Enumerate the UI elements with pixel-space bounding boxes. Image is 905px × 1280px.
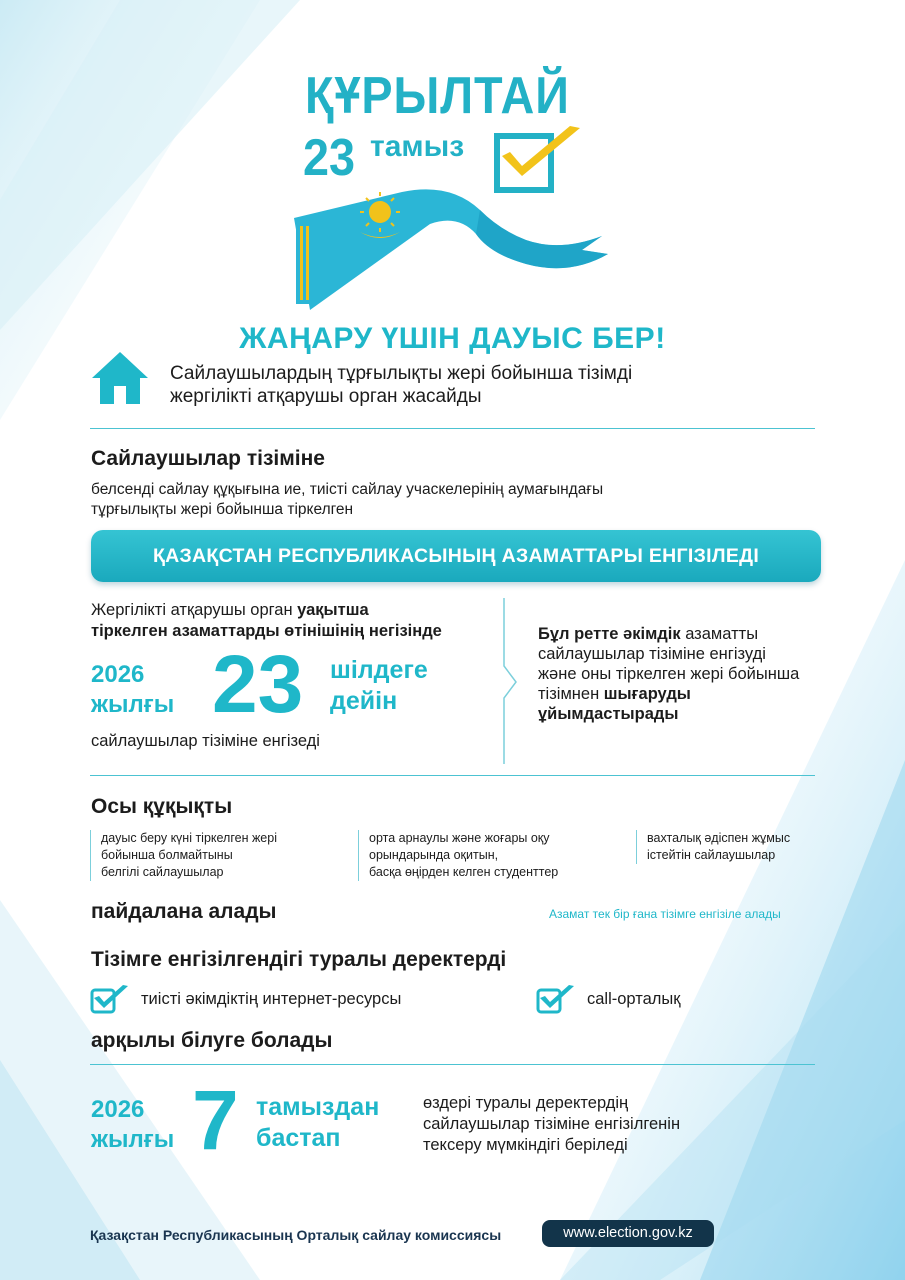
- divider: [90, 775, 815, 776]
- citizens-banner: ҚАЗАҚСТАН РЕСПУБЛИКАСЫНЫҢ АЗАМАТТАРЫ ЕНГІЗІЛЕДІ: [91, 530, 821, 582]
- chevron-separator-icon: [498, 598, 522, 764]
- divider: [90, 1064, 815, 1065]
- logo-month: тамыз: [370, 130, 465, 163]
- check-item-call-center: call-орталық: [587, 990, 681, 1008]
- list-heading: Сайлаушылар тізіміне: [91, 447, 325, 470]
- logo-title: ҚҰРЫЛТАЙ: [305, 67, 570, 125]
- akimat-text: Бұл ретте әкімдік азаматты сайлаушылар тізіміне енгізуді және оны тіркелген жері бойынша тізімнен шығаруды ұйымдастырады: [538, 625, 800, 723]
- check-footer: арқылы білуге болады: [91, 1029, 333, 1052]
- deadline-day: 23: [212, 639, 304, 730]
- footer-website-link[interactable]: www.election.gov.kz: [542, 1220, 714, 1247]
- august-day: 7: [192, 1073, 239, 1167]
- deadline-month: шілдеге дейін: [330, 656, 428, 715]
- home-icon: [90, 350, 150, 406]
- check-item-internet: тиісті әкімдіктің интернет-ресурсы: [141, 990, 402, 1008]
- temp-reg-after: сайлаушылар тізіміне енгізеді: [91, 732, 320, 750]
- check-heading: Тізімге енгізілгендігі туралы деректерді: [91, 948, 507, 971]
- divider: [90, 428, 815, 429]
- august-description: өздері туралы деректердің сайлаушылар тізіміне енгізілгенін тексеру мүмкіндігі беріледі: [423, 1094, 681, 1154]
- deadline-year: 2026 жылғы: [91, 661, 175, 718]
- august-year: 2026 жылғы: [91, 1096, 175, 1153]
- intro-text: Сайлаушылардың тұрғылықты жері бойынша тізімді жергілікті атқарушы орган жасайды: [170, 363, 633, 407]
- single-list-note: Азамат тек бір ғана тізімге енгізіле алады: [549, 907, 781, 921]
- check-icon: [90, 982, 130, 1014]
- right-footer: пайдалана алады: [91, 900, 277, 923]
- list-description: белсенді сайлау құқығына ие, тиісті сайлау учаскелерінің аумағындағы тұрғылықты жері бойынша тіркелген: [91, 481, 604, 518]
- right-column-1: дауыс беру күні тіркелген жері бойынша болмайтыны белгілі сайлаушылар: [90, 830, 341, 881]
- footer-organization: Қазақстан Республикасының Орталық сайлау комиссиясы: [90, 1227, 502, 1243]
- right-column-2: орта арнаулы және жоғары оқу орындарында оқитын, басқа өңірден келген студенттер: [358, 830, 619, 881]
- check-icon: [536, 982, 576, 1014]
- august-month: тамыздан бастап: [256, 1093, 380, 1152]
- logo-day: 23: [303, 129, 356, 187]
- temp-reg-text: Жергілікті атқарушы орган уақытша тіркелген азаматтарды өтінішінің негізінде: [91, 601, 442, 640]
- right-heading: Осы құқықты: [91, 795, 233, 818]
- right-column-3: вахталық әдіспен жұмыс істейтін сайлаушылар: [636, 830, 837, 864]
- slogan: ЖАҢАРУ ҮШІН ДАУЫС БЕР!: [239, 322, 666, 355]
- flag-ribbon-icon: [290, 180, 610, 315]
